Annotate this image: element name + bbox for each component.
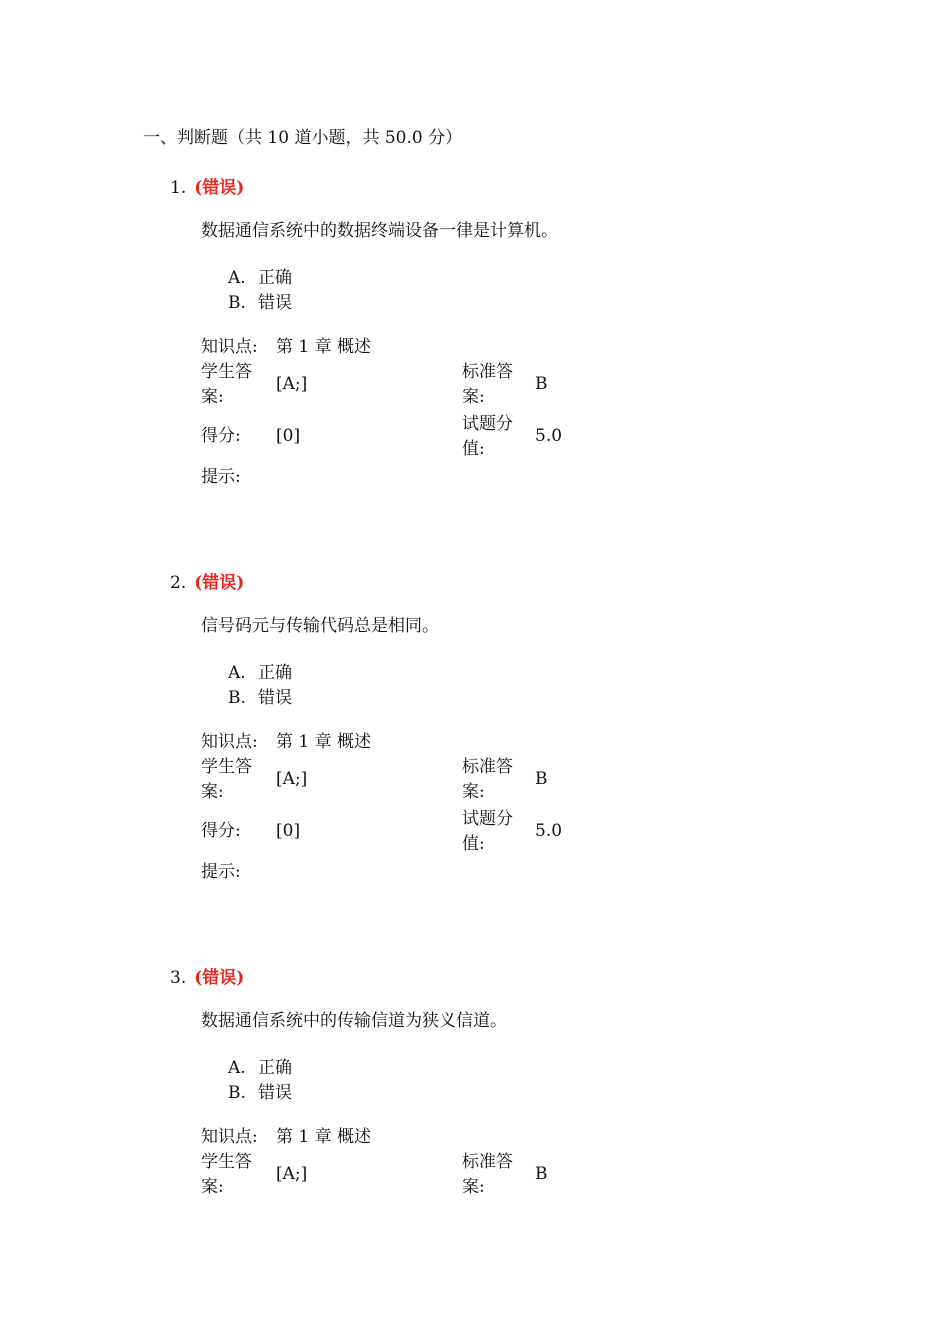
option-b (228, 291, 292, 315)
student-answer-value: [A;] (276, 769, 308, 789)
option-label: 错误 (258, 1083, 292, 1103)
option-letter: B. (228, 293, 246, 313)
hint-label: 提示: (201, 467, 241, 487)
question-score-label: 试题分值: (462, 414, 513, 459)
score-value: [0] (276, 426, 301, 446)
student-answer-value: [A;] (276, 1164, 308, 1184)
option-label: 正确 (258, 663, 292, 683)
student-answer-label: 学生答案: (201, 362, 252, 407)
option-label: 正确 (258, 268, 292, 288)
option-letter: B. (228, 1083, 246, 1103)
question-status: (错误) (194, 178, 245, 198)
question-text: 数据通信系统中的传输信道为狭义信道。 (201, 1011, 507, 1031)
question-score-value: 5.0 (535, 821, 563, 841)
student-answer-value: [A;] (276, 374, 308, 394)
standard-answer-label: 标准答案: (462, 1152, 513, 1197)
option-a (228, 266, 292, 290)
student-answer-label: 学生答案: (201, 1152, 252, 1197)
score-label: 得分: (201, 821, 241, 841)
question-header (170, 176, 244, 200)
question-number: 3. (170, 968, 187, 988)
option-letter: A. (228, 663, 246, 683)
option-label: 错误 (258, 688, 292, 708)
section-title: 一、判断题（共 10 道小题，共 50.0 分） (143, 128, 463, 148)
knowledge-value: 第 1 章 概述 (276, 1127, 372, 1147)
question-score-label: 试题分值: (462, 809, 513, 854)
question-number: 1. (170, 178, 187, 198)
question-header (170, 966, 244, 990)
option-b (228, 1081, 292, 1105)
question-text: 数据通信系统中的数据终端设备一律是计算机。 (201, 221, 558, 241)
option-label: 错误 (258, 293, 292, 313)
knowledge-label: 知识点: (201, 337, 258, 357)
option-letter: A. (228, 1058, 246, 1078)
knowledge-value: 第 1 章 概述 (276, 732, 372, 752)
question-status: (错误) (194, 573, 245, 593)
option-letter: A. (228, 268, 246, 288)
student-answer-label: 学生答案: (201, 757, 252, 802)
question-number: 2. (170, 573, 187, 593)
question-text: 信号码元与传输代码总是相同。 (201, 616, 439, 636)
question-header (170, 571, 244, 595)
score-value: [0] (276, 821, 301, 841)
option-a (228, 661, 292, 685)
knowledge-value: 第 1 章 概述 (276, 337, 372, 357)
standard-answer-value: B (535, 374, 548, 394)
question-score-value: 5.0 (535, 426, 563, 446)
knowledge-label: 知识点: (201, 1127, 258, 1147)
option-a (228, 1056, 292, 1080)
option-letter: B. (228, 688, 246, 708)
standard-answer-label: 标准答案: (462, 362, 513, 407)
knowledge-label: 知识点: (201, 732, 258, 752)
option-b (228, 686, 292, 710)
option-label: 正确 (258, 1058, 292, 1078)
hint-label: 提示: (201, 862, 241, 882)
standard-answer-value: B (535, 1164, 548, 1184)
standard-answer-label: 标准答案: (462, 757, 513, 802)
standard-answer-value: B (535, 769, 548, 789)
question-status: (错误) (194, 968, 245, 988)
score-label: 得分: (201, 426, 241, 446)
